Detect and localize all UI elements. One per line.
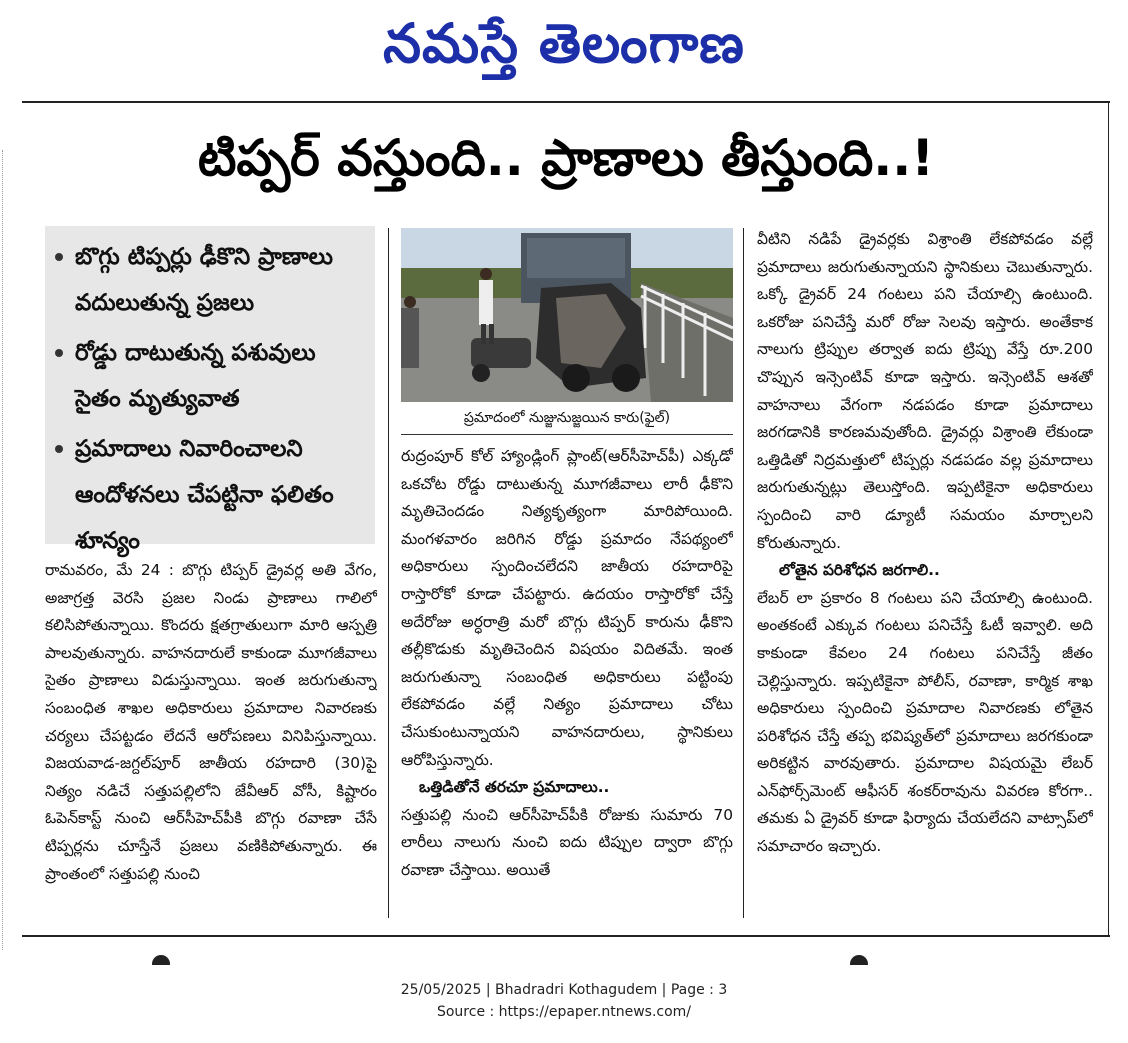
edition-info: 25/05/2025 | Bhadradri Kothagudem | Page : 3: [400, 982, 728, 998]
column-2: [401, 443, 733, 917]
headline: టిప్పర్ వస్తుంది.. ప్రాణాలు తీస్తుంది..!: [197, 129, 935, 187]
column-2-subhead: ఒత్తిడితోనే తరచూ ప్రమాదాలు..: [419, 778, 610, 797]
column-1-text: రామవరం, మే 24 : బొగ్గు టిప్పర్ డ్రైవర్ల అతి వేగం, అజాగ్రత్త వెరసి ప్రజల నిండు ప్రాణాలు గాలిలో కలిసిపోతున్నాయి. కొందరు క్షతగ్రాతులుగా మారి ఆస్పత్రి పాలవుతున్నారు. వాహనదారులే కాకుండా మూగజీవాలు సైతం ప్రాణాలు విడుస్తున్నాయి. ఇంత జరుగుతున్నా సంబంధిత శాఖల అధికారులు ప్రమాదాల నివారణకు చర్యలు చేపట్టడం లేదనే ఆరోపణలు వినిపిస్తున్నాయి. విజయవాడ-జగ్దల్‌పూర్ జాతీయ రహదారి (30)పై నిత్యం నడిచే సత్తుపల్లిలోని జేవీఆర్ వోసీ, కిష్టారం ఓపెన్‌కాస్ట్ నుంచి ఆర్‌సీహెచ్‌పీకి బొగ్గు రవాణా చేసే టిప్పర్లను చూస్తేనే ప్రజలు వణికిపోతున్నారు. ఈ ప్రాంతంలో సత్తుపల్లి నుంచి: [45, 561, 377, 883]
column-3: [757, 226, 1093, 918]
column-3-subhead: లోతైన పరిశోధన జరగాలి..: [779, 561, 940, 580]
photo-caption: ప్రమాదంలో నుజ్జునుజ్జయిన కారు(ఫైల్): [401, 404, 733, 435]
right-border: [1108, 101, 1109, 935]
column-2-para-1: రుద్రంపూర్ కోల్ హ్యాండ్లింగ్ ప్లాంట్(ఆర్‌సీహెచ్‌పీ) ఎక్కడో ఒకచోట రోడ్డు దాటుతున్న మూగజీవాలు లారీ ఢీకొని మృతిచెందడం నిత్యకృత్యంగా మారిపోయింది. మంగళవారం జరిగిన రోడ్డు ప్రమాదం నేపథ్యంలో అధికారులు స్పందించలేదని జాతీయ రహదారిపై రాస్తారోకో కూడా చేపట్టారు. ఉదయం రాస్తారోకో చేస్తే అదేరోజు అర్ధరాత్రి మరో బొగ్గు టిప్పర్ కారును ఢీకొని తల్లీకొడుకు మృతిచెందిన విషయం విదితమే. ఇంత జరుగుతున్నా సంబంధిత అధికారులు పట్టింపు లేకపోవడం వల్లే నిత్యం ప్రమాదాలు చోటు చేసుకుంటున్నాయని వాహనదారులు, స్థానికులు ఆరోపిస్తున్నారు.: [401, 447, 733, 769]
cut-glyph: [850, 955, 868, 965]
accident-photo-illustration: [401, 228, 733, 402]
column-3-para-1: వీటిని నడిపే డ్రైవర్లకు విశ్రాంతి లేకపోవడం వల్లే ప్రమాదాలు జరుగుతున్నాయని స్థానికులు చెబుతున్నారు. ఒక్కో డ్రైవర్ 24 గంటలు పని చేయాల్సి ఉంటుంది. ఒకరోజు పనిచేస్తే మరో రోజు సెలవు ఇస్తారు. అంతేకాక నాలుగు ట్రిప్పుల తర్వాత ఐదు ట్రిప్పు వేస్తే రూ.200 చొప్పున ఇన్సెంటివ్ కూడా ఇస్తారు. ఇన్సెంటివ్ ఆశతో వాహనాలు వేగంగా నడపడం కూడా ప్రమాదాలు జరగడానికి కారణమవుతోంది. డ్రైవర్లు విశ్రాంతి లేకుండా ఒత్తిడితో నిద్రమత్తులో టిప్పర్లు నడపడం వల్ల ప్రమాదాలు జరుగుతున్నట్లు తెలుస్తోంది. ఇప్పటికైనా అధికారులు స్పందించి వారి డ్యూటీ సమయం మార్చాలని కోరుతున్నారు.: [757, 230, 1093, 552]
masthead: [0, 8, 1128, 78]
masthead-logo: నమస్తే తెలంగాణ: [383, 11, 745, 75]
column-2-para-2: సత్తుపల్లి నుంచి ఆర్‌సీహెచ్‌పీకి రోజుకు సుమారు 70 లారీలు నాలుగు నుంచి ఐదు టిప్పుల ద్వారా బొగ్గు రవాణా చేస్తాయి. అయితే: [401, 805, 733, 879]
column-divider: [388, 228, 389, 918]
highlight-item: ప్రమాదాలు నివారించాలని ఆందోళనలు చేపట్టినా ఫలితం శూన్యం: [55, 426, 365, 564]
highlight-item: రోడ్డు దాటుతున్న పశువులు సైతం మృత్యువాత: [55, 330, 365, 422]
column-1: [45, 557, 377, 917]
cut-glyph: [152, 955, 170, 965]
highlights-box: [45, 226, 375, 554]
bottom-rule: [22, 935, 1110, 937]
column-divider: [743, 228, 744, 918]
highlight-item: బొగ్గు టిప్పర్లు ఢీకొని ప్రాణాలు వదులుతున్న ప్రజలు: [55, 234, 365, 326]
source-link[interactable]: Source : https://epaper.ntnews.com/: [436, 1004, 692, 1020]
accident-photo: [401, 228, 733, 402]
top-rule: [22, 101, 1110, 103]
page-edge-marks: [2, 150, 6, 950]
column-3-para-2: లేబర్ లా ప్రకారం 8 గంటలు పని చేయాల్సి ఉంటుంది. అంతకంటే ఎక్కువ గంటలు పనిచేస్తే ఓటీ ఇవ్వాలి. అది కాకుండా కేవలం 24 గంటలు పనిచేస్తే జీతం చెల్లిస్తున్నారు. ఇప్పటికైనా పోలీస్, రవాణా, కార్మిక శాఖ అధికారులు స్పందించి ప్రమాదాల నివారణకు లోతైన పరిశోధన చేస్తే తప్ప భవిష్యత్‌లో ప్రమాదాలు జరగకుండా అరికట్టిన వారవుతారు. ప్రమాదాల విషయమై లేబర్ ఎన్‌ఫోర్స్‌మెంట్ ఆఫీసర్ శంకర్‌రావును వివరణ కోరగా.. తమకు ఏ డ్రైవర్ కూడా ఫిర్యాదు చేయలేదని వాట్సాప్‌లో సమాచారం ఇచ్చారు.: [757, 588, 1093, 856]
